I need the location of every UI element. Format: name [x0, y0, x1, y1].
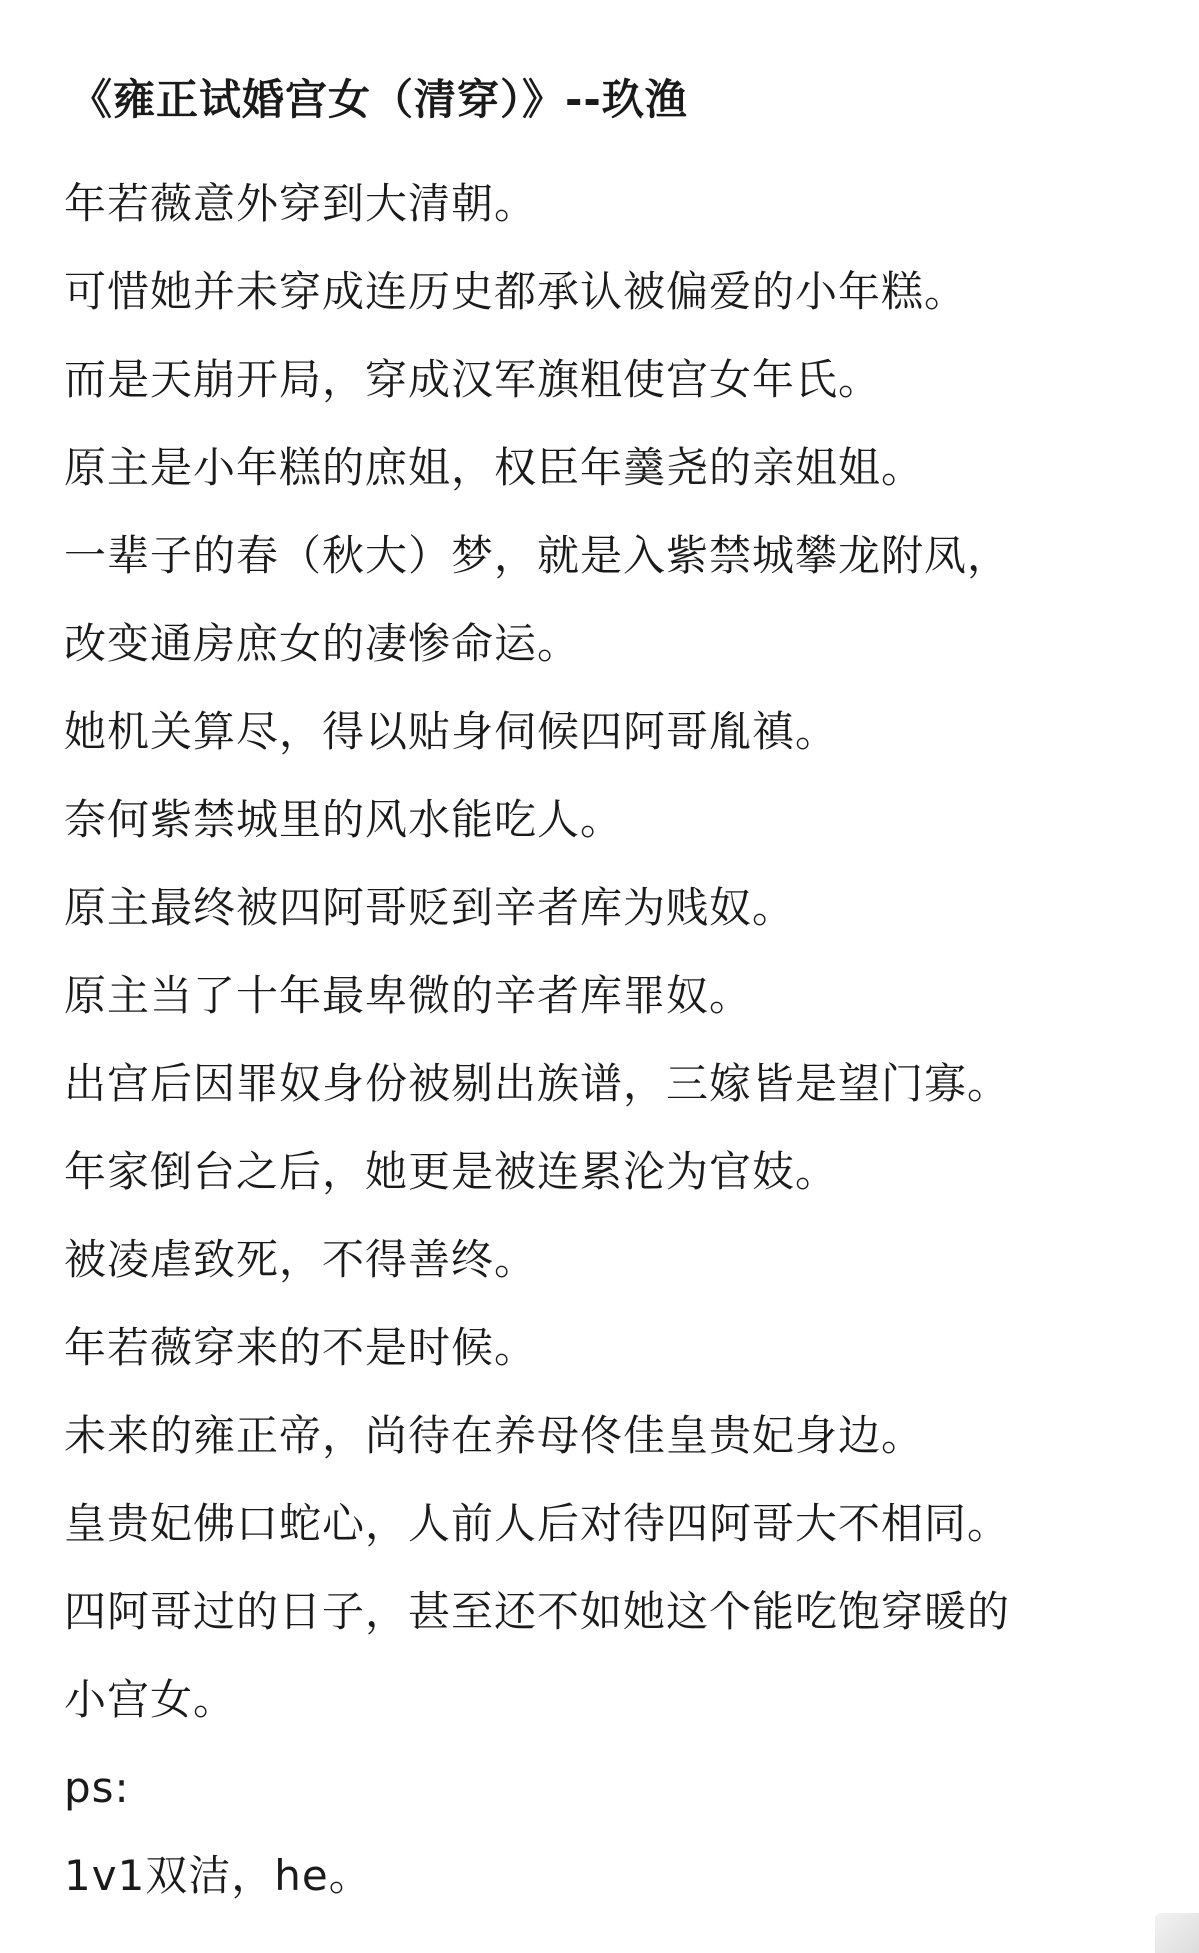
- text-line: 年若薇意外穿到大清朝。: [64, 179, 538, 228]
- text-line: 原主最终被四阿哥贬到辛者库为贱奴。: [64, 883, 796, 932]
- text-line: 改变通房庶女的凄惨命运。: [64, 619, 581, 668]
- text-line: 奈何紫禁城里的风水能吃人。: [64, 795, 624, 844]
- text-line: 可惜她并未穿成连历史都承认被偏爱的小年糕。: [64, 267, 968, 316]
- text-line: 年家倒台之后，她更是被连累沦为官妓。: [64, 1147, 839, 1196]
- text-line: 年若薇穿来的不是时候。: [64, 1323, 538, 1372]
- text-line: 而是天崩开局，穿成汉军旗粗使宫女年氏。: [64, 355, 882, 404]
- text-line: 未来的雍正帝，尚待在养母佟佳皇贵妃身边。: [64, 1411, 925, 1460]
- document-title: 《雍正试婚宫女（清穿）》--玖渔: [70, 75, 688, 124]
- text-line: 原主当了十年最卑微的辛者库罪奴。: [64, 971, 753, 1020]
- text-line: 一辈子的春（秋大）梦，就是入紫禁城攀龙附凤，: [64, 531, 1011, 580]
- document-body: [64, 160, 1144, 1920]
- text-line: 皇贵妃佛口蛇心，人前人后对待四阿哥大不相同。: [64, 1499, 1011, 1548]
- text-line: ps:: [64, 1763, 130, 1812]
- text-line: 1v1双洁，he。: [64, 1851, 372, 1900]
- text-line: 小宫女。: [64, 1675, 237, 1724]
- text-line: 出宫后因罪奴身份被剔出族谱，三嫁皆是望门寡。: [64, 1059, 1011, 1108]
- text-line: 她机关算尽，得以贴身伺候四阿哥胤禛。: [64, 707, 839, 756]
- text-line: 四阿哥过的日子，甚至还不如她这个能吃饱穿暖的: [64, 1587, 1011, 1636]
- text-line: 原主是小年糕的庶姐，权臣年羹尧的亲姐姐。: [64, 443, 925, 492]
- text-line: 被凌虐致死，不得善终。: [64, 1235, 538, 1284]
- corner-watermark: [1155, 1913, 1199, 1953]
